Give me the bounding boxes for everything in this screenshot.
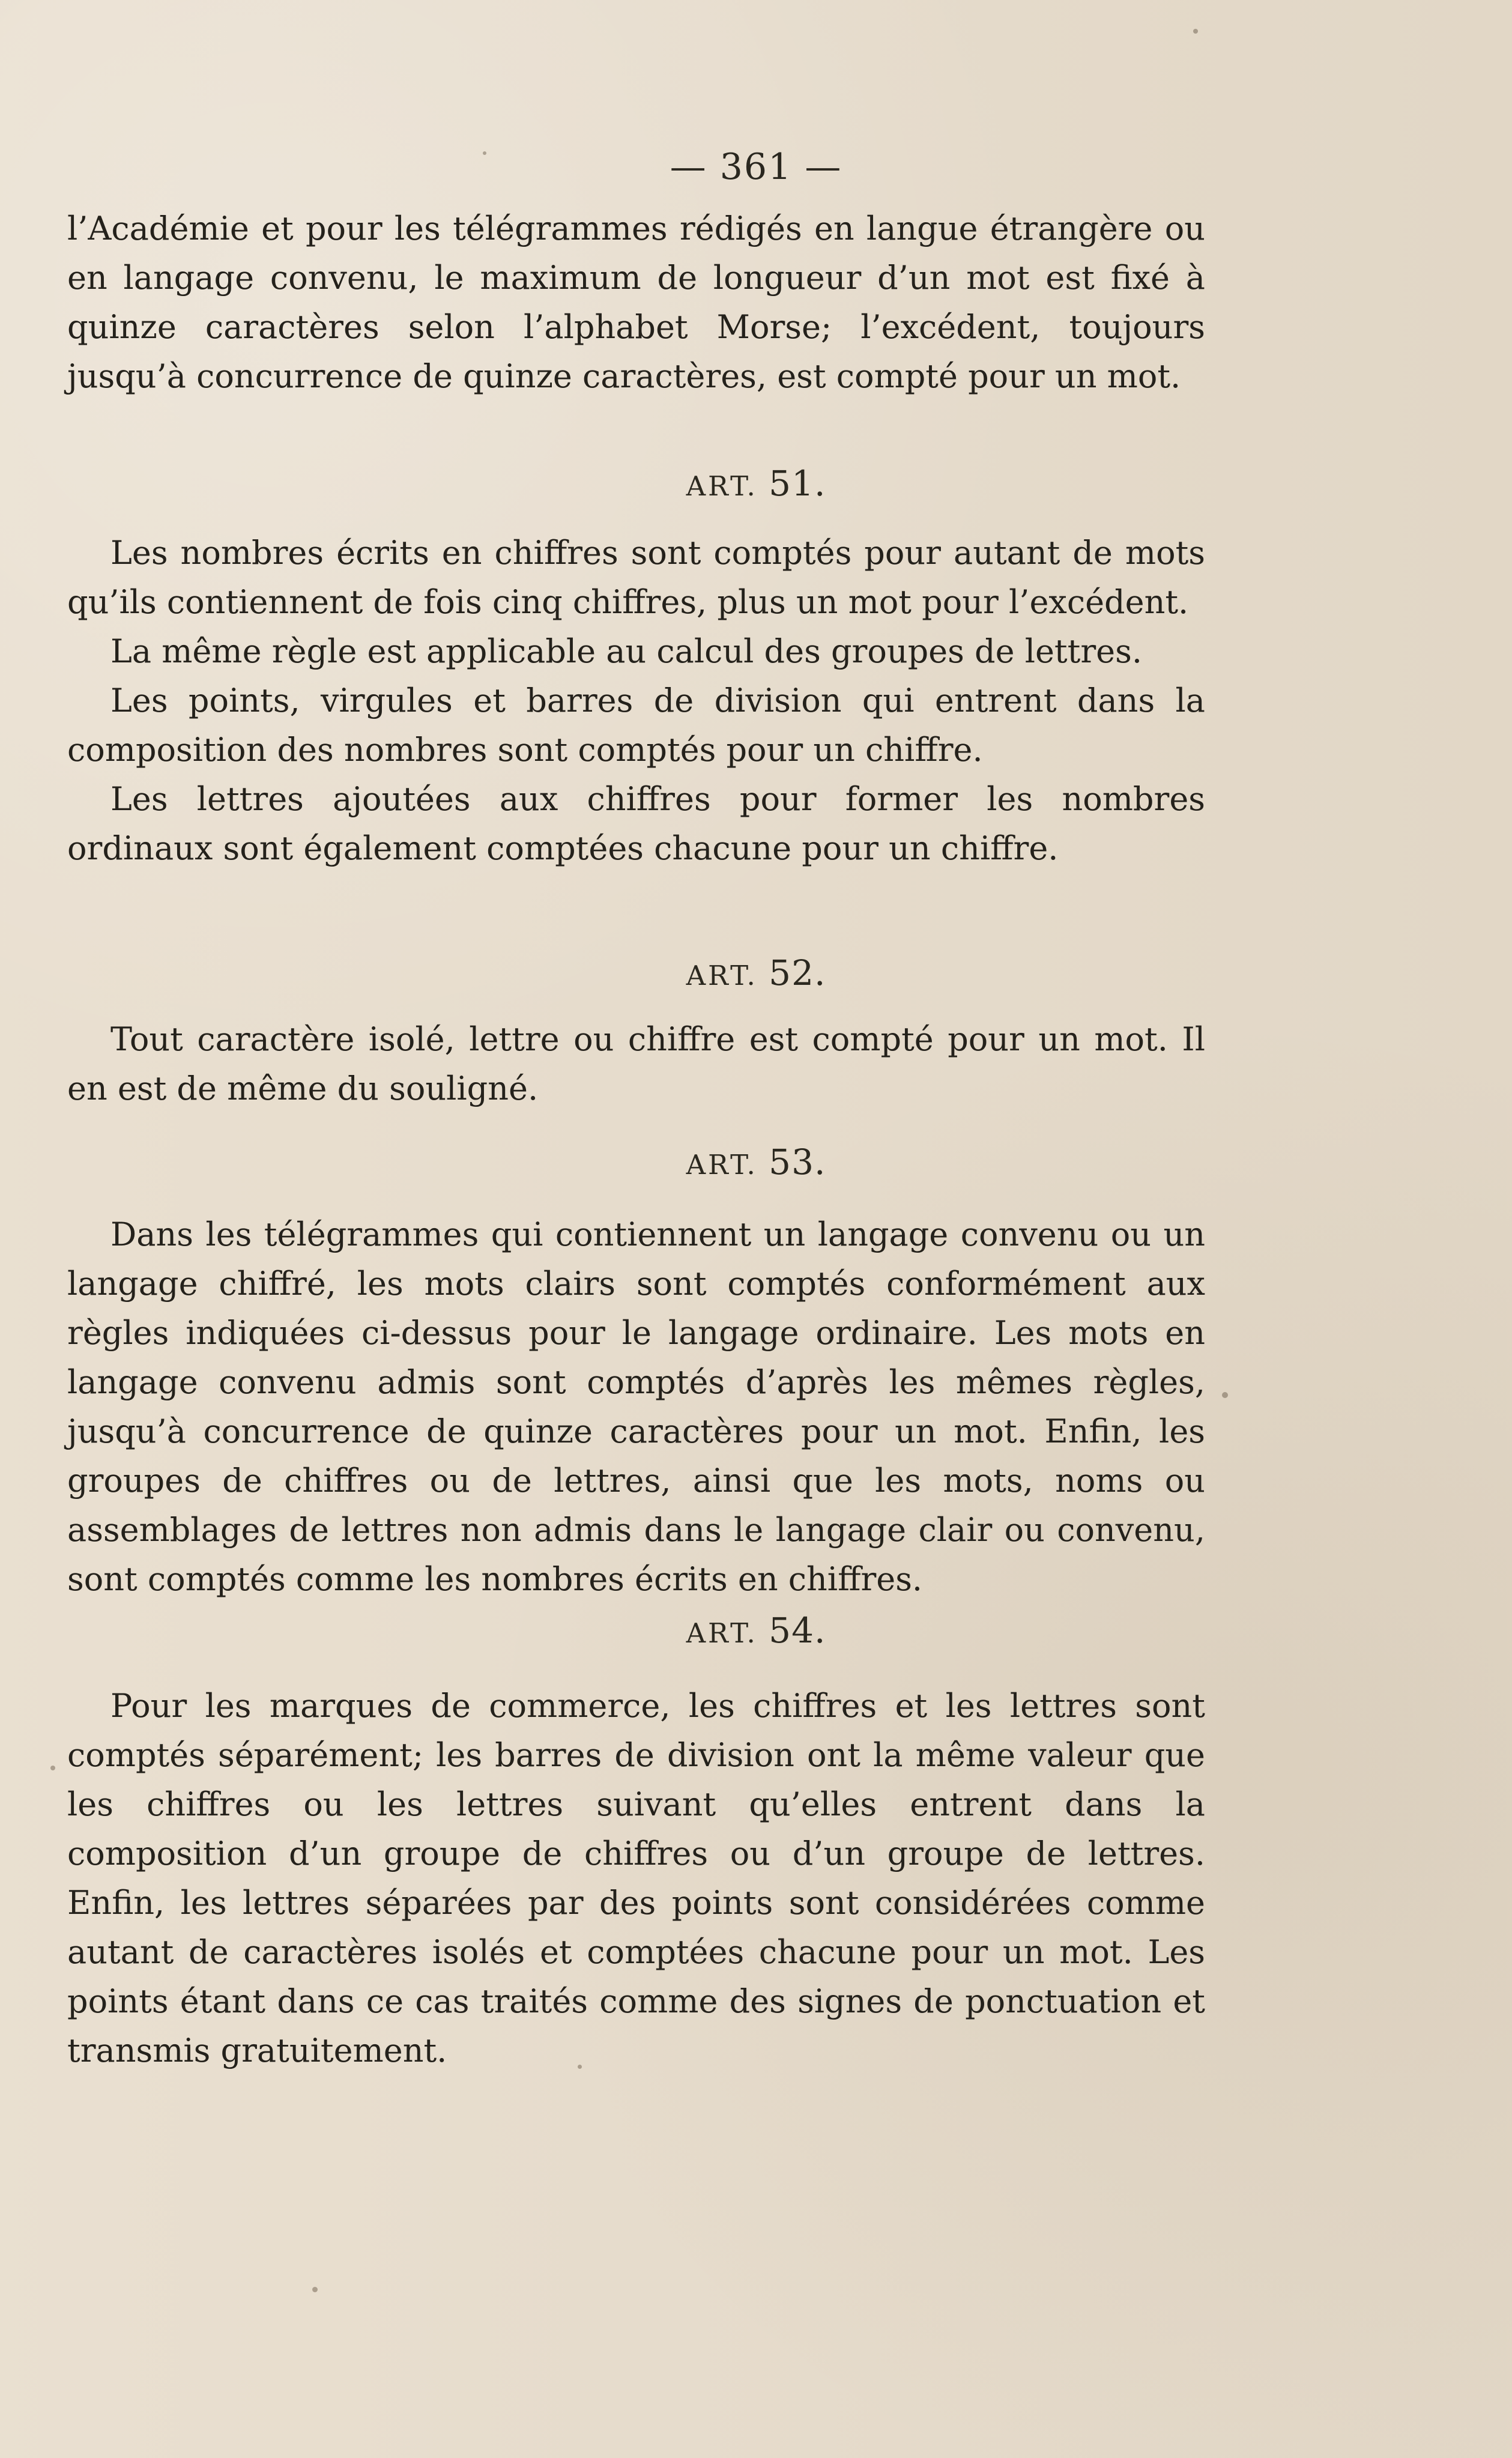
paper-speck [312, 2287, 318, 2292]
article-label: ART. [686, 960, 758, 991]
article-54-text [67, 1682, 1205, 2075]
paper-speck [483, 151, 486, 155]
article-51-text [67, 528, 1205, 873]
article-51-paragraph-3: Les points, virgules et barres de division qui entrent dans la composition des nombres sont comptés pour un chiffre. [67, 682, 1205, 769]
paper-speck [1222, 1392, 1228, 1398]
article-51-paragraph-4: Les lettres ajoutées aux chiffres pour former les nombres ordinaux sont également comptées chacune pour un chiffre. [67, 780, 1205, 867]
article-number: 54. [769, 1610, 826, 1651]
paper-speck [578, 2065, 582, 2069]
article-number: 53. [769, 1142, 826, 1182]
page-number: — 361 — [670, 146, 842, 188]
article-53-paragraph-1: Dans les télégrammes qui contiennent un langage convenu ou un langage chiffré, les mots clairs sont comptés conformément aux règles indiquées ci-dessus pour le langage ordinaire. Les mots en langage convenu admis sont comptés d’après les mêmes règles, jusqu’à concurrence de quinze caractères pour un mot. Enfin, les groupes de chiffres ou de lettres, ainsi que les mots, noms ou assemblages de lettres non admis dans le langage clair ou convenu, sont comptés comme les nombres écrits en chiffres. [67, 1215, 1205, 1598]
article-51-paragraph-1: Les nombres écrits en chiffres sont comptés pour autant de mots qu’ils contiennent de fois cinq chiffres, plus un mot pour l’excédent. [67, 534, 1205, 621]
article-52-heading [0, 952, 1512, 997]
paper-speck [1193, 29, 1198, 34]
continuation-paragraph: l’Académie et pour les télégrammes rédigés en langue étrangère ou en langage convenu, le maximum de longueur d’un mot est fixé à quinze caractères selon l’alphabet Morse; l’excédent, toujours jusqu’à concurrence de quinze caractères, est compté pour un mot. [67, 210, 1205, 395]
article-number: 51. [769, 463, 826, 504]
article-53-heading [0, 1141, 1512, 1186]
article-52-text [67, 1015, 1205, 1113]
continuation-paragraph-block [67, 204, 1205, 401]
article-label: ART. [686, 1149, 758, 1181]
article-54-heading [0, 1609, 1512, 1654]
article-label: ART. [686, 470, 758, 502]
article-label: ART. [686, 1617, 758, 1649]
article-number: 52. [769, 952, 826, 993]
paper-speck [50, 1766, 55, 1770]
article-54-paragraph-1: Pour les marques de commerce, les chiffres et les lettres sont comptés séparément; les barres de division ont la même valeur que les chiffres ou les lettres suivant qu’elles entrent dans la composition d’un groupe de chiffres ou d’un groupe de lettres. Enfin, les lettres séparées par des points sont considérées comme autant de caractères isolés et comptées chacune pour un mot. Les points étant dans ce cas traités comme des signes de ponctuation et transmis gratuitement. [67, 1687, 1205, 2069]
article-51-heading [0, 462, 1512, 507]
article-52-paragraph-1: Tout caractère isolé, lettre ou chiffre est compté pour un mot. Il en est de même du souligné. [67, 1020, 1205, 1107]
article-51-paragraph-2: La même règle est applicable au calcul des groupes de lettres. [110, 632, 1142, 670]
article-53-text [67, 1210, 1205, 1604]
